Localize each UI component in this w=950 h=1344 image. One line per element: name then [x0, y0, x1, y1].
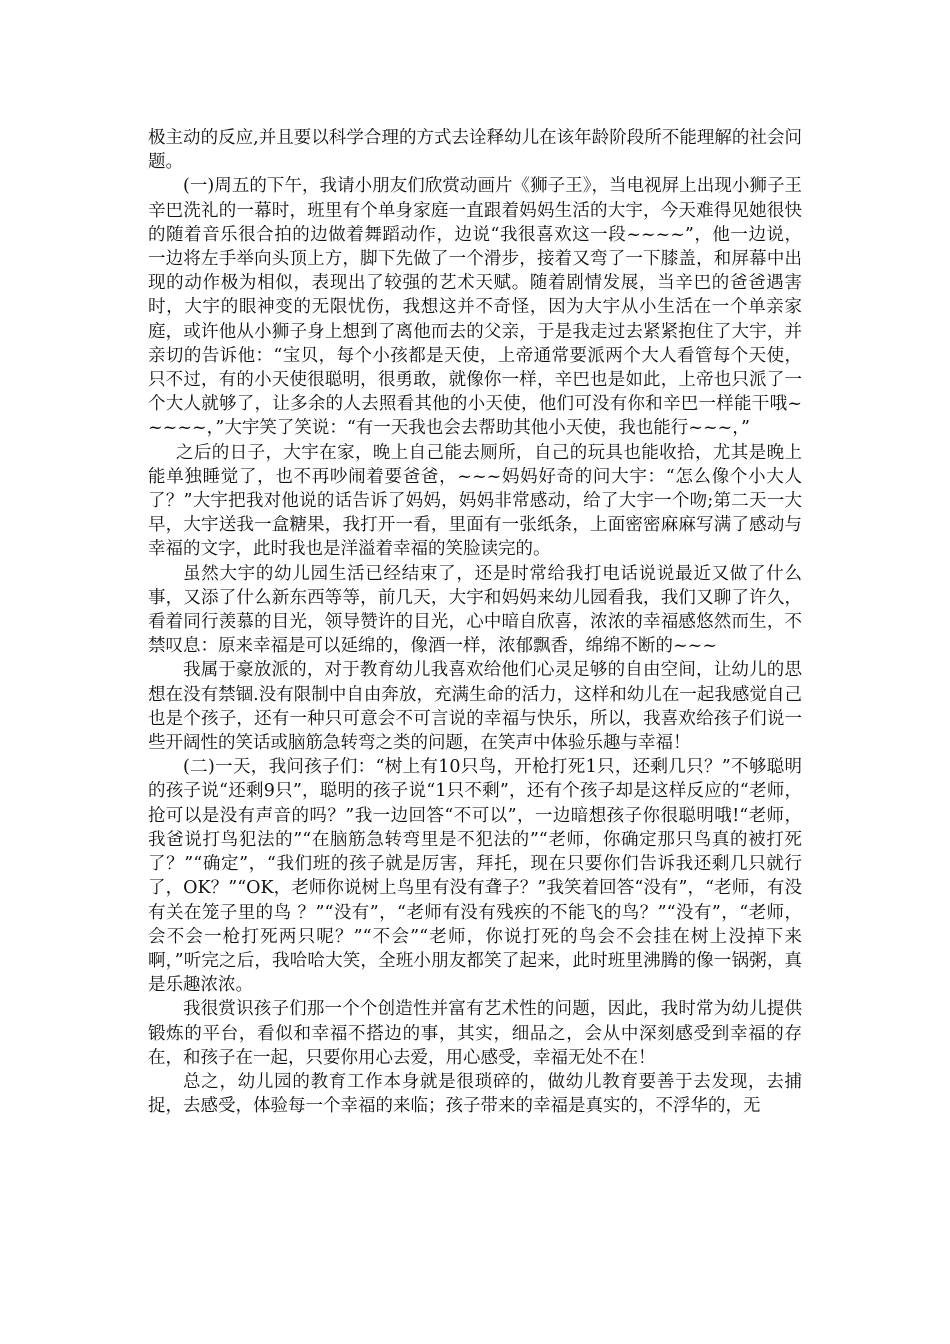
- paragraph-phone-calls: 虽然大宇的幼儿园生活已经结束了，还是时常给我打电话说说最近又做了什么事，又添了什么新东西等等，前几天，大宇和妈妈来幼儿园看我，我们又聊了许久，看着同行羡慕的目光，领导赞许的目光，心中暗自欣喜，浓浓的幸福感悠然而生，不禁叹息：原来幸福是可以延绵的，像酒一样，浓郁飘香，绵绵不断的~~~: [148, 563, 802, 657]
- paragraph-appreciation: 我很赏识孩子们那一个个创造性并富有艺术性的问题，因此，我时常为幼儿提供锻炼的平台，看似和幸福不搭边的事，其实，细品之，会从中深刻感受到幸福的存在，和孩子在一起，只要你用心去爱，用心感受，幸福无处不在！: [148, 999, 802, 1068]
- paragraph-conclusion: 总之，幼儿园的教育工作本身就是很琐碎的，做幼儿教育要善于去发现，去捕捉，去感受，体验每一个幸福的来临；孩子带来的幸福是真实的，不浮华的，无: [148, 1071, 802, 1117]
- paragraph-following-days: 之后的日子，大宇在家，晚上自己能去厕所，自己的玩具也能收拾，尤其是晚上能单独睡觉了，也不再吵闹着要爸爸，~~~妈妈好奇的问大宇：“怎么像个小大人了？”大宇把我对他说的话告诉了妈妈，妈妈非常感动，给了大宇一个吻;第二天一大早，大宇送我一盒糖果，我打开一看，里面有一张纸条，上面密密麻麻写满了感动与幸福的文字，此时我也是洋溢着幸福的笑脸读完的。: [148, 442, 802, 560]
- document-body: [148, 126, 802, 1118]
- paragraph-lion-king-story: (一)周五的下午，我请小朋友们欣赏动画片《狮子王》，当电视屏上出现小狮子王辛巴洗礼的一幕时，班里有个单身家庭一直跟着妈妈生活的大宇，今天难得见她很快的随着音乐很合拍的边做着舞蹈动作，边说“我很喜欢这一段~~~~”，他一边说，一边将左手举向头顶上方，脚下先做了一个滑步，接着又弯了一下膝盖，和屏幕中出现的动作极为相似，表现出了较强的艺术天赋。随着剧情发展，当辛巴的爸爸遇害时，大宇的眼神变的无限忧伤，我想这并不奇怪，因为大宇从小生活在一个单亲家庭，或许他从小狮子身上想到了离他而去的父亲，于是我走过去紧紧抱住了大宇，并亲切的告诉他：“宝贝，每个小孩都是天使，上帝通常要派两个大人看管每个天使，只不过，有的小天使很聪明，很勇敢，就像你一样，辛巴也是如此，上帝也只派了一个大人就够了，让多余的人去照看其他的小天使，他们可没有你和辛巴一样能干哦~~~~~，”大宇笑了笑说：“有一天我也会去帮助其他小天使，我也能行~~~，”: [148, 176, 802, 439]
- paragraph-continuation: 极主动的反应,并且要以科学合理的方式去诠释幼儿在该年龄阶段所不能理解的社会问题。: [148, 128, 802, 173]
- paragraph-bird-riddle: (二)一天，我问孩子们：“树上有10只鸟，开枪打死1只，还剩几只？”不够聪明的孩子说“还剩9只”，聪明的孩子说“1只不剩”，还有个孩子却是这样反应的“老师，抢可以是没有声音的吗？”我一边回答“不可以”，一边暗想孩子你很聪明哦!“老师，我爸说打鸟犯法的”“在脑筋急转弯里是不犯法的”“老师，你确定那只鸟真的被打死了？”“确定”，“我们班的孩子就是厉害，拜托，现在只要你们告诉我还剩几只就行了，OK？”“OK，老师你说树上鸟里有没有聋子？”我笑着回答“没有”，“老师，有没有关在笼子里的鸟 ？”“没有”，“老师有没有残疾的不能飞的鸟？”“没有”，“老师，会不会一枪打死两只呢？”“不会”“老师，你说打死的鸟会不会挂在树上没掉下来啊，”听完之后，我哈哈大笑，全班小朋友都笑了起来，此时班里沸腾的像一锅粥，真是乐趣浓浓。: [148, 757, 802, 996]
- paragraph-teaching-style: 我属于豪放派的，对于教育幼儿我喜欢给他们心灵足够的自由空间，让幼儿的思想在没有禁锢.没有限制中自由奔放，充满生命的活力，这样和幼儿在一起我感觉自己也是个孩子，还有一种只可意会不可言说的幸福与快乐，所以，我喜欢给孩子们说一些开阔性的笑话或脑筋急转弯之类的问题，在笑声中体验乐趣与幸福！: [148, 660, 802, 754]
